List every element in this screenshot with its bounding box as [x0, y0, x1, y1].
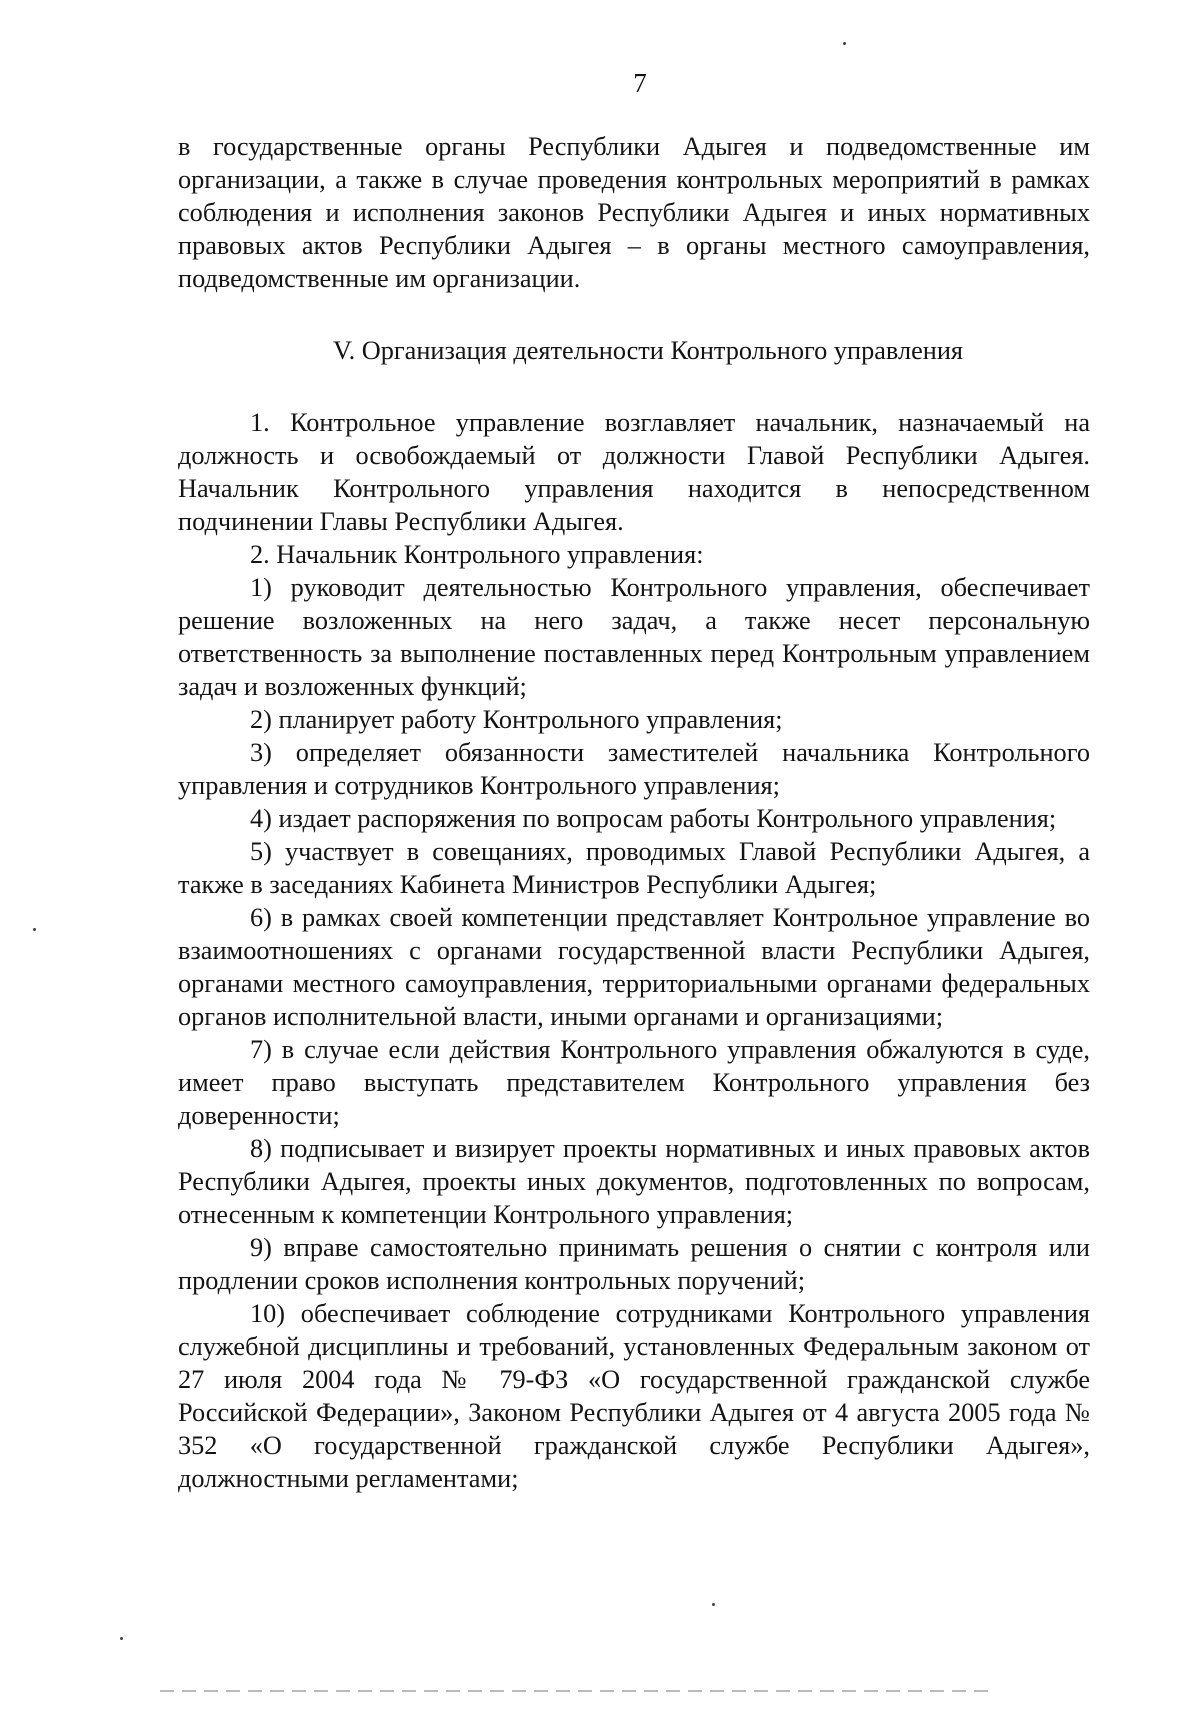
list-item-5: 5) участвует в совещаниях, проводимых Главой Республики Адыгея, а также в заседаниях Кабинета Министров Республики Адыгея; [178, 837, 1090, 899]
list-item-6: 6) в рамках своей компетенции представляет Контрольное управление во взаимоотношениях с органами государственной власти Республики Адыгея, органами местного самоуправления, территориальными органами федеральных органов исполнительной власти, иными органами и организациями; [178, 903, 1090, 1031]
scan-speck [712, 1603, 715, 1606]
list-item-1: 1) руководит деятельностью Контрольного управления, обеспечивает решение возложенных на него задач, а также несет персональную ответственность за выполнение поставленных перед Контрольным управлением задач и возложенных функций; [178, 573, 1090, 701]
document-body [178, 130, 1090, 1495]
scan-edge-rule [160, 1690, 990, 1692]
list-item-10: 10) обеспечивает соблюдение сотрудниками Контрольного управления служебной дисциплины и требований, установленных Федеральным законом от 27 июля 2004 года № 79-ФЗ «О государственной гражданской службе Российской Федерации», Законом Республики Адыгея от 4 августа 2005 года № 352 «О государственной гражданской службе Республики Адыгея», должностными регламентами; [178, 1299, 1090, 1493]
section-heading: V. Организация деятельности Контрольного управления [332, 336, 964, 365]
list-item-3: 3) определяет обязанности заместителей начальника Контрольного управления и сотрудников Контрольного управления; [178, 738, 1090, 800]
scan-speck [120, 1637, 123, 1640]
page-number: 7 [633, 68, 647, 98]
scan-speck [33, 928, 36, 931]
intro-paragraph: в государственные органы Республики Адыгея и подведомственные им организации, а также в случае проведения контрольных мероприятий в рамках соблюдения и исполнения законов Республики Адыгея и иных нормативных правовых актов Республики Адыгея – в органы местного самоуправления, подведомственные им организации. [178, 132, 1090, 293]
list-item-8: 8) подписывает и визирует проекты нормативных и иных правовых актов Республики Адыгея, проекты иных документов, подготовленных по вопросам, отнесенным к компетенции Контрольного управления; [178, 1134, 1090, 1229]
paragraph-item-1: 1. Контрольное управление возглавляет начальник, назначаемый на должность и освобождаемый от должности Главой Республики Адыгея. Начальник Контрольного управления находится в непосредственном подчинении Главы Республики Адыгея. [178, 408, 1090, 536]
list-item-4: 4) издает распоряжения по вопросам работы Контрольного управления; [250, 804, 1057, 833]
scan-speck [843, 42, 846, 45]
list-item-7: 7) в случае если действия Контрольного управления обжалуются в суде, имеет право выступать представителем Контрольного управления без доверенности; [178, 1035, 1090, 1130]
paragraph-item-2: 2. Начальник Контрольного управления: [250, 540, 704, 569]
list-item-9: 9) вправе самостоятельно принимать решения о снятии с контроля или продлении сроков исполнения контрольных поручений; [178, 1233, 1090, 1295]
list-item-2: 2) планирует работу Контрольного управления; [250, 705, 783, 734]
